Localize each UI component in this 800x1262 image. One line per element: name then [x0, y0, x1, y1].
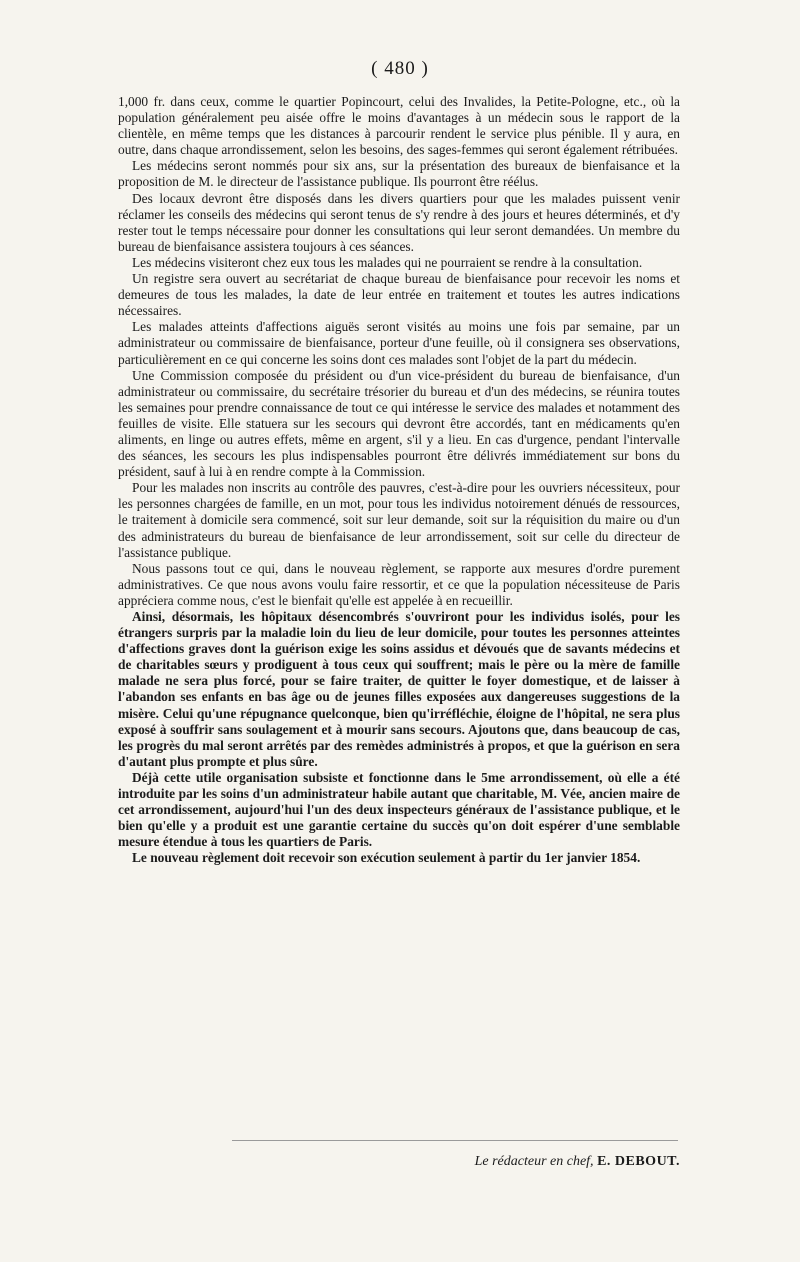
paragraph: Le nouveau règlement doit recevoir son exécution seulement à partir du 1er janvier 1854.	[132, 850, 641, 866]
paragraph: Déjà cette utile organisation subsiste et fonctionne dans le 5me arrondissement, où elle a été introduite par les soins d'un administrateur habile autant que charitable, M. Vée, ancien maire de cet arrondissement, aujourd'hui l'un des deux inspecteurs généraux de l'assistance publique, et le bien qu'elle y a produit est une garantie certaine du succès qu'on doit espérer d'une semblable mesure étendue à tous les quartiers de Paris.	[118, 769, 680, 850]
paragraph: Ainsi, désormais, les hôpitaux désencombrés s'ouvriront pour les individus isolés, pour les étrangers surpris par la maladie loin du lieu de leur domicile, pour toutes les personnes atteintes d'affections graves dont la guérison exige les soins assidus et dévoués que de savants médecins et de charitables sœurs y prodiguent à tous ceux qui souffrent; mais le père ou la mère de famille malade ne sera plus forcé, pour se faire traiter, de quitter le foyer domestique, et de laisser à l'abandon ses enfants en bas âge ou de jeunes filles exposées aux dangereuses suggestions de la misère. Celui qu'une répugnance quelconque, bien qu'irréfléchie, éloigne de l'hôpital, ne sera plus exposé à souffrir sans soulagement et à mourir sans secours. Ajoutons que, dans beaucoup de cas, les progrès du mal seront arrêtés par des remèdes administrés à propos, et que la guérison en sera d'autant plus prompte et plus sûre.	[118, 609, 680, 769]
paragraph: Pour les malades non inscrits au contrôle des pauvres, c'est-à-dire pour les ouvriers nécessiteux, pour les personnes chargées de famille, en un mot, pour tous les individus notoirement dénués de ressources, le traitement à domicile sera commencé, soit sur leur demande, soit sur la réquisition du maire ou d'un des administrateurs du bureau de bienfaisance de leur arrondissement, soit sur celle du directeur de l'assistance publique.	[118, 480, 680, 560]
paragraph: Une Commission composée du président ou d'un vice-président du bureau de bienfaisance, d'un administrateur ou commissaire, du secrétaire trésorier du bureau et d'un des médecins, se réunira toutes les semaines pour prendre connaissance de tout ce qui intéresse le service des malades et notamment des feuilles de visite. Elle statuera sur les secours qui devront être accordés, tant en médicaments qu'en aliments, en linge ou autres effets, même en argent, s'il y a lieu. En cas d'urgence, pendant l'intervalle des séances, les secours les plus indispensables pourront être délivrés immédiatement sur bons du président, sauf à lui à en rendre compte à la Commission.	[118, 367, 680, 480]
signature-role: Le rédacteur en chef,	[474, 1154, 594, 1169]
signature-name: E. DEBOUT.	[597, 1154, 680, 1169]
paragraph: Les médecins seront nommés pour six ans, sur la présentation des bureaux de bienfaisance et la proposition de M. le directeur de l'assistance publique. Ils pourront être réélus.	[118, 158, 680, 190]
footer-divider	[232, 1140, 678, 1141]
paragraph: Des locaux devront être disposés dans les divers quartiers pour que les malades puissent venir réclamer les conseils des médecins qui seront tenus de s'y rendre à des jours et heures déterminés, et d'y rester tout le temps nécessaire pour donner les consultations qui leur seront demandées. Un membre du bureau de bienfaisance assistera toujours à ces séances.	[118, 190, 680, 254]
article-body	[118, 94, 680, 867]
paragraph: 1,000 fr. dans ceux, comme le quartier Popincourt, celui des Invalides, la Petite-Pologne, etc., où la population généralement peu aisée offre le moins d'avantages à un médecin sous le rapport de la clientèle, en même temps que les distances à parcourir rendent le service plus pénible. Il y aura, en outre, dans chaque arrondissement, selon les besoins, des sages-femmes qui seront également rétribuées.	[118, 94, 680, 158]
paragraph: Les médecins visiteront chez eux tous les malades qui ne pourraient se rendre à la consultation.	[132, 254, 643, 270]
page-number: ( 480 )	[371, 58, 429, 79]
paragraph: Un registre sera ouvert au secrétariat de chaque bureau de bienfaisance pour recevoir les noms et demeures de tous les malades, la date de leur entrée en traitement et toutes les autres indications nécessaires.	[118, 271, 680, 319]
paragraph: Nous passons tout ce qui, dans le nouveau règlement, se rapporte aux mesures d'ordre purement administratives. Ce que nous avons voulu faire ressortir, et ce que la population nécessiteuse de Paris appréciera comme nous, c'est le bienfait qu'elle est appelée à en recueillir.	[118, 560, 680, 608]
paragraph: Les malades atteints d'affections aiguës seront visités au moins une fois par semaine, par un administrateur ou commissaire de bienfaisance, porteur d'une feuille, où il consignera ses observations, particulièrement en ce qui concerne les soins dont ces malades sont l'objet de la part du médecin.	[118, 319, 680, 367]
signature	[400, 1154, 680, 1170]
